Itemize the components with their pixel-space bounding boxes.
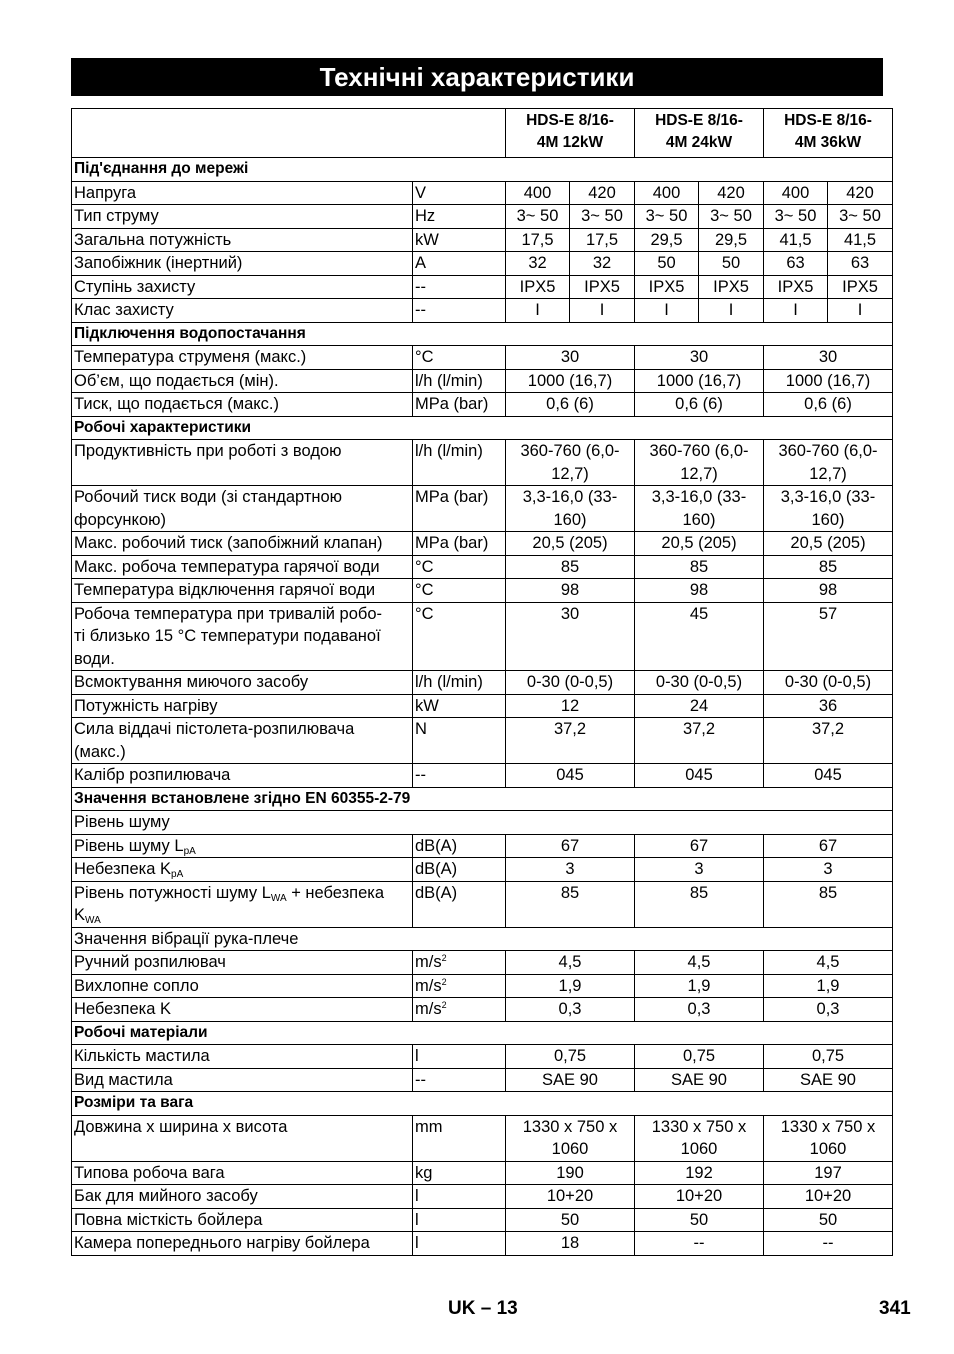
section-header-row (72, 787, 893, 811)
section-header-row (72, 158, 893, 182)
value-cell: 85 (764, 881, 893, 927)
value-cell: 400 (764, 181, 828, 205)
unit-cell: dB(A) (413, 858, 506, 882)
value-cell: 20,5 (205) (764, 532, 893, 556)
table-row (72, 205, 893, 229)
unit-cell: l (413, 1232, 506, 1256)
parameter-label: Калібр розпилювача (72, 764, 413, 788)
unit-cell: l/h (l/min) (413, 440, 506, 486)
parameter-label: Тиск, що подається (макс.) (72, 393, 413, 417)
parameter-label (72, 881, 413, 927)
table-row (72, 555, 893, 579)
label-subscript: WA (270, 892, 287, 904)
unit-superscript: 2 (441, 976, 447, 987)
value-cell: 30 (635, 346, 764, 370)
value-cell: 360-760 (6,0- 12,7) (635, 440, 764, 486)
value-cell: 1,9 (635, 974, 764, 998)
page-title: Технічні характеристики (71, 58, 883, 96)
parameter-label: Бак для мийного засобу (72, 1185, 413, 1209)
unit-cell: -- (413, 764, 506, 788)
value-cell: I (764, 299, 828, 323)
value-cell: 0,75 (506, 1045, 635, 1069)
value-cell: 30 (506, 346, 635, 370)
value-cell: 63 (828, 252, 893, 276)
value-cell: 50 (635, 1208, 764, 1232)
value-cell: 0,75 (635, 1045, 764, 1069)
value-cell: SAE 90 (506, 1068, 635, 1092)
unit-superscript: 2 (441, 953, 447, 963)
value-cell: 37,2 (506, 718, 635, 764)
value-cell: 1330 x 750 x 1060 (764, 1115, 893, 1161)
parameter-label: Камера попереднього нагріву бойлера (72, 1232, 413, 1256)
value-cell: 1330 x 750 x 1060 (635, 1115, 764, 1161)
value-cell: 197 (764, 1161, 893, 1185)
unit-cell: kg (413, 1161, 506, 1185)
value-cell: 18 (506, 1232, 635, 1256)
section-title: Робочі матеріали (72, 1021, 893, 1045)
value-cell: 4,5 (506, 951, 635, 975)
parameter-label: Загальна потужність (72, 228, 413, 252)
value-cell: 63 (764, 252, 828, 276)
table-row (72, 1115, 893, 1161)
table-row (72, 998, 893, 1022)
value-cell: IPX5 (828, 275, 893, 299)
value-cell: 0,3 (506, 998, 635, 1022)
parameter-label: Повна місткість бойлера (72, 1208, 413, 1232)
unit-cell: MPa (bar) (413, 393, 506, 417)
value-cell: 3~ 50 (570, 205, 635, 229)
unit-cell (413, 974, 506, 998)
value-cell: I (570, 299, 635, 323)
parameter-label: Небезпека K (72, 998, 413, 1022)
value-cell: 0,3 (764, 998, 893, 1022)
section-header-row (72, 1092, 893, 1116)
value-cell: 0,75 (764, 1045, 893, 1069)
value-cell: 400 (635, 181, 699, 205)
value-cell: I (635, 299, 699, 323)
section-title: Розміри та вага (72, 1092, 893, 1116)
value-cell: 41,5 (828, 228, 893, 252)
table-row (72, 834, 893, 858)
unit-cell (413, 998, 506, 1022)
section-title: Під'єднання до мережі (72, 158, 893, 182)
value-cell: I (828, 299, 893, 323)
subsection-title: Значення вібрації рука-плече (72, 927, 893, 951)
table-row (72, 951, 893, 975)
value-cell: 420 (699, 181, 764, 205)
value-cell: 0,3 (635, 998, 764, 1022)
parameter-label: Довжина х ширина х висота (72, 1115, 413, 1161)
unit-cell: Hz (413, 205, 506, 229)
value-cell: 420 (570, 181, 635, 205)
value-cell: 3 (764, 858, 893, 882)
value-cell: 37,2 (635, 718, 764, 764)
value-cell: 0,6 (6) (764, 393, 893, 417)
table-row (72, 671, 893, 695)
parameter-label: Макс. робочий тиск (запобіжний клапан) (72, 532, 413, 556)
unit-cell: -- (413, 299, 506, 323)
value-cell: 190 (506, 1161, 635, 1185)
value-cell: 10+20 (506, 1185, 635, 1209)
parameter-label: Тип струму (72, 205, 413, 229)
value-cell: 20,5 (205) (635, 532, 764, 556)
value-cell: 85 (506, 881, 635, 927)
value-cell: 045 (506, 764, 635, 788)
label-subscript: WA (85, 915, 101, 926)
subsection-row (72, 927, 893, 951)
unit-cell: l (413, 1185, 506, 1209)
unit-cell: dB(A) (413, 881, 506, 927)
unit-text: m/s (415, 953, 442, 971)
value-cell: I (699, 299, 764, 323)
value-cell: 3~ 50 (699, 205, 764, 229)
unit-text: m/s (415, 976, 442, 995)
subsection-row (72, 811, 893, 835)
table-row (72, 181, 893, 205)
table-row (72, 299, 893, 323)
unit-cell (413, 951, 506, 975)
label-text-continued: + небезпека K (74, 883, 385, 924)
unit-cell: mm (413, 1115, 506, 1161)
parameter-label: Сила віддачі пістолета-розпилювача (макс.) (72, 718, 413, 764)
parameter-label: Запобіжник (інертний) (72, 252, 413, 276)
label-text: Рівень потужності шуму L (74, 883, 271, 902)
value-cell: 45 (635, 602, 764, 671)
value-cell: 3,3-16,0 (33- 160) (506, 486, 635, 532)
value-cell: 98 (506, 579, 635, 603)
value-cell: 1330 x 750 x 1060 (506, 1115, 635, 1161)
unit-cell: l (413, 1045, 506, 1069)
unit-cell: l (413, 1208, 506, 1232)
value-cell: 192 (635, 1161, 764, 1185)
unit-cell: MPa (bar) (413, 532, 506, 556)
value-cell: 0-30 (0-0,5) (506, 671, 635, 695)
label-subscript: pA (171, 869, 184, 880)
value-cell: 29,5 (635, 228, 699, 252)
value-cell: 3,3-16,0 (33- 160) (635, 486, 764, 532)
model-header: HDS-E 8/16- 4M 12kW (506, 109, 635, 158)
value-cell: 17,5 (506, 228, 570, 252)
value-cell: 0-30 (0-0,5) (764, 671, 893, 695)
label-subscript: pA (183, 845, 196, 857)
value-cell: 30 (506, 602, 635, 671)
section-header-row (72, 1021, 893, 1045)
value-cell: 67 (764, 834, 893, 858)
value-cell: 1,9 (506, 974, 635, 998)
parameter-label: Напруга (72, 181, 413, 205)
unit-cell: kW (413, 228, 506, 252)
table-row (72, 440, 893, 486)
parameter-label: Всмоктування миючого засобу (72, 671, 413, 695)
value-cell: 3~ 50 (828, 205, 893, 229)
value-cell: 0,6 (6) (635, 393, 764, 417)
table-row (72, 764, 893, 788)
value-cell: 50 (699, 252, 764, 276)
value-cell: 30 (764, 346, 893, 370)
table-row (72, 602, 893, 671)
value-cell: 50 (764, 1208, 893, 1232)
unit-cell: -- (413, 275, 506, 299)
value-cell: 37,2 (764, 718, 893, 764)
table-row (72, 881, 893, 927)
table-row (72, 1161, 893, 1185)
unit-cell: N (413, 718, 506, 764)
value-cell: 0-30 (0-0,5) (635, 671, 764, 695)
value-cell: 20,5 (205) (506, 532, 635, 556)
value-cell: 17,5 (570, 228, 635, 252)
value-cell: 85 (635, 881, 764, 927)
unit-cell: °C (413, 555, 506, 579)
table-row (72, 1208, 893, 1232)
model-header: HDS-E 8/16- 4M 36kW (764, 109, 893, 158)
unit-cell: A (413, 252, 506, 276)
value-cell: 36 (764, 694, 893, 718)
value-cell: 10+20 (764, 1185, 893, 1209)
subsection-title: Рівень шуму (72, 811, 893, 835)
value-cell: 41,5 (764, 228, 828, 252)
value-cell: 3 (635, 858, 764, 882)
table-row (72, 486, 893, 532)
parameter-label: Робочий тиск води (зі стандартною форсункою) (72, 486, 413, 532)
model-header: HDS-E 8/16- 4M 24kW (635, 109, 764, 158)
unit-text: m/s (415, 1000, 442, 1018)
value-cell: 10+20 (635, 1185, 764, 1209)
value-cell: 4,5 (635, 951, 764, 975)
value-cell: 045 (764, 764, 893, 788)
section-header-row (72, 322, 893, 346)
table-row (72, 1045, 893, 1069)
value-cell: 12 (506, 694, 635, 718)
unit-superscript: 2 (441, 1000, 447, 1010)
value-cell: 045 (635, 764, 764, 788)
value-cell: IPX5 (699, 275, 764, 299)
value-cell: -- (764, 1232, 893, 1256)
value-cell: 32 (570, 252, 635, 276)
unit-cell: °C (413, 346, 506, 370)
table-row (72, 974, 893, 998)
value-cell: 98 (635, 579, 764, 603)
value-cell: SAE 90 (764, 1068, 893, 1092)
section-header-row (72, 416, 893, 440)
value-cell: 0,6 (6) (506, 393, 635, 417)
value-cell: 67 (506, 834, 635, 858)
parameter-label (72, 858, 413, 882)
value-cell: 85 (506, 555, 635, 579)
value-cell: 50 (635, 252, 699, 276)
table-row (72, 369, 893, 393)
parameter-label: Типова робоча вага (72, 1161, 413, 1185)
value-cell: 3 (506, 858, 635, 882)
value-cell: 32 (506, 252, 570, 276)
parameter-label: Потужність нагріву (72, 694, 413, 718)
value-cell: SAE 90 (635, 1068, 764, 1092)
value-cell: 24 (635, 694, 764, 718)
value-cell: IPX5 (506, 275, 570, 299)
parameter-label (72, 834, 413, 858)
footer-page-number: 341 (879, 1298, 911, 1319)
table-row (72, 1068, 893, 1092)
label-text: Небезпека K (74, 860, 172, 878)
table-row (72, 1185, 893, 1209)
unit-cell: MPa (bar) (413, 486, 506, 532)
label-text: Рівень шуму L (74, 836, 184, 855)
parameter-label: Ручний розпилювач (72, 951, 413, 975)
table-row (72, 532, 893, 556)
parameter-label: Клас захисту (72, 299, 413, 323)
unit-cell: -- (413, 1068, 506, 1092)
parameter-label: Макс. робоча температура гарячої води (72, 555, 413, 579)
value-cell: 98 (764, 579, 893, 603)
value-cell: 3~ 50 (764, 205, 828, 229)
unit-cell: °C (413, 602, 506, 671)
table-row (72, 228, 893, 252)
unit-cell: kW (413, 694, 506, 718)
value-cell: 400 (506, 181, 570, 205)
table-row (72, 1232, 893, 1256)
parameter-label: Вихлопне сопло (72, 974, 413, 998)
table-row (72, 579, 893, 603)
value-cell: I (506, 299, 570, 323)
value-cell: 85 (764, 555, 893, 579)
parameter-label: Робоча температура при тривалій робо- ті близько 15 °C температури подаваної води. (72, 602, 413, 671)
parameter-label: Кількість мастила (72, 1045, 413, 1069)
parameter-label: Продуктивність при роботі з водою (72, 440, 413, 486)
unit-cell: V (413, 181, 506, 205)
footer-page-label: UK – 13 (448, 1298, 518, 1319)
value-cell: 3~ 50 (506, 205, 570, 229)
value-cell: 3~ 50 (635, 205, 699, 229)
parameter-label: Ступінь захисту (72, 275, 413, 299)
value-cell: 3,3-16,0 (33- 160) (764, 486, 893, 532)
value-cell: -- (635, 1232, 764, 1256)
table-row (72, 252, 893, 276)
table-row (72, 858, 893, 882)
header-empty-cell (72, 109, 506, 158)
value-cell: 85 (635, 555, 764, 579)
parameter-label: Вид мастила (72, 1068, 413, 1092)
value-cell: 360-760 (6,0- 12,7) (764, 440, 893, 486)
value-cell: IPX5 (764, 275, 828, 299)
value-cell: IPX5 (570, 275, 635, 299)
value-cell: 1000 (16,7) (506, 369, 635, 393)
section-title: Підключення водопостачання (72, 322, 893, 346)
table-row (72, 393, 893, 417)
table-row (72, 275, 893, 299)
table-row (72, 694, 893, 718)
spec-table (71, 108, 893, 1256)
table-row (72, 346, 893, 370)
unit-cell: l/h (l/min) (413, 369, 506, 393)
value-cell: 1000 (16,7) (764, 369, 893, 393)
value-cell: 1000 (16,7) (635, 369, 764, 393)
value-cell: 50 (506, 1208, 635, 1232)
table-header-row (72, 109, 893, 158)
value-cell: 360-760 (6,0- 12,7) (506, 440, 635, 486)
value-cell: IPX5 (635, 275, 699, 299)
unit-cell: dB(A) (413, 834, 506, 858)
value-cell: 420 (828, 181, 893, 205)
section-title: Значення встановлене згідно EN 60355-2-79 (72, 787, 893, 811)
parameter-label: Температура струменя (макс.) (72, 346, 413, 370)
section-title: Робочі характеристики (72, 416, 893, 440)
value-cell: 67 (635, 834, 764, 858)
unit-cell: °C (413, 579, 506, 603)
value-cell: 4,5 (764, 951, 893, 975)
parameter-label: Об’єм, що подається (мін). (72, 369, 413, 393)
table-row (72, 718, 893, 764)
value-cell: 57 (764, 602, 893, 671)
parameter-label: Температура відключення гарячої води (72, 579, 413, 603)
value-cell: 29,5 (699, 228, 764, 252)
unit-cell: l/h (l/min) (413, 671, 506, 695)
value-cell: 1,9 (764, 974, 893, 998)
